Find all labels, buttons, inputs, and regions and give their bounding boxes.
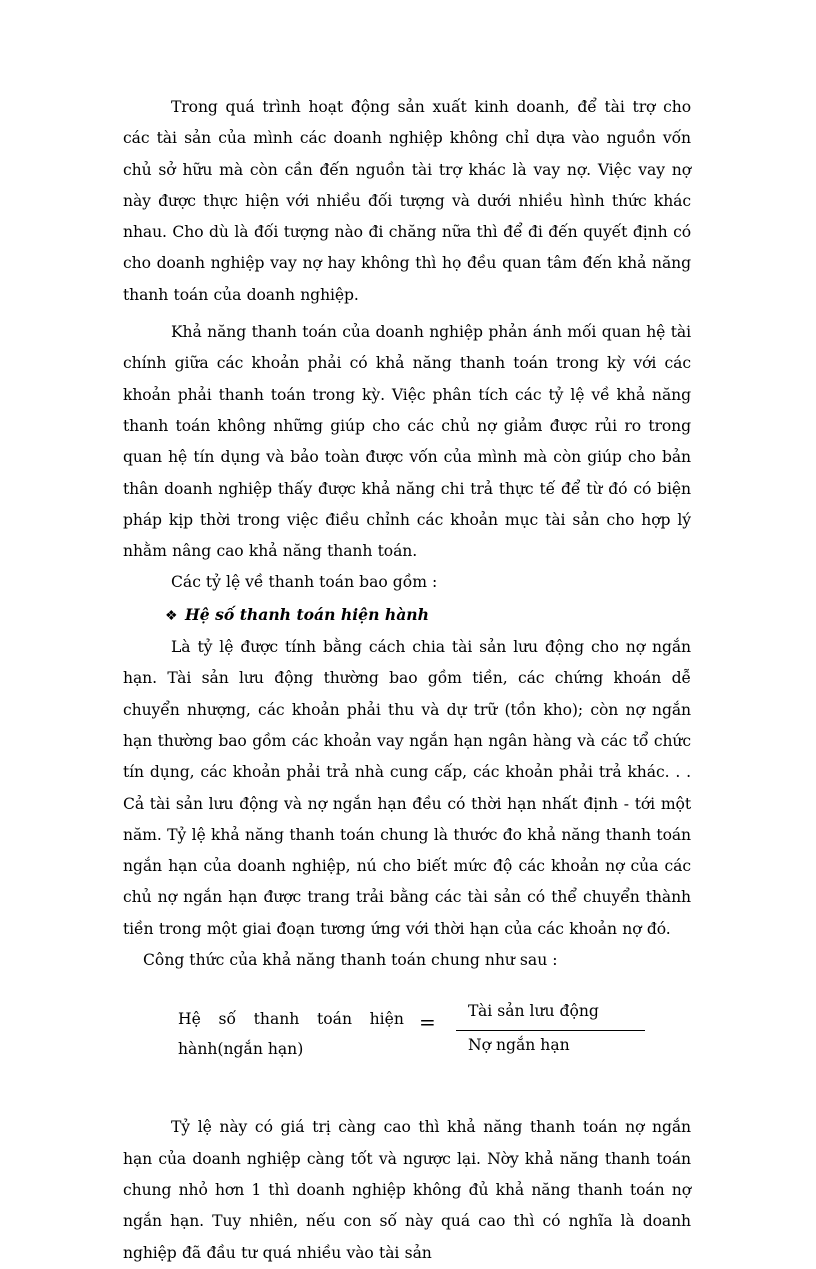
formula-word: số (218, 1010, 237, 1029)
formula-equals-sign: = (419, 1010, 436, 1035)
formula-word: Hệ (178, 1010, 201, 1029)
fraction-bar (456, 1030, 645, 1031)
formula-denominator: Nợ ngắn hạn (468, 1036, 570, 1055)
formula-left-line-2: hành(ngắn hạn) (178, 1040, 304, 1059)
formula-word: toán (317, 1010, 352, 1029)
formula-left-line-1 (178, 1004, 404, 1034)
formula-word: thanh (253, 1010, 300, 1029)
section-heading-text: Hệ số thanh toán hiện hành (185, 604, 429, 624)
formula-numerator: Tài sản lưu động (468, 1002, 599, 1021)
formula-word: hiện (369, 1010, 404, 1029)
paragraph-current-ratio: Là tỷ lệ được tính bằng cách chia tài sản lưu động cho nợ ngắn hạn. Tài sản lưu động thường bao gồm tiền, các chứng khoán dễ chuyển nhượng, các khoản phải thu và dự trữ (tồn kho); còn nợ ngắn hạn thường bao gồm các khoản vay ngắn hạn ngân hàng và các tổ chức tín dụng, các khoản phải trả nhà cung cấp, các khoản phải trả khác. . . Cả tài sản lưu động và nợ ngắn hạn đều có thời hạn nhất định - tới một năm. Tỷ lệ khả năng thanh toán chung là thước đo khả năng thanh toán ngắn hạn của doanh nghiệp, nú cho biết mức độ các khoản nợ của các chủ nợ ngắn hạn được trang trải bằng các tài sản có thể chuyển thành tiền trong một giai đoạn tương ứng với thời hạn của các khoản nợ đó. (123, 638, 691, 938)
section-heading (123, 599, 691, 632)
document-body (123, 92, 691, 1269)
formula-left-side (178, 1004, 404, 1064)
paragraph-intro: Trong quá trình hoạt động sản xuất kinh doanh, để tài trợ cho các tài sản của mình các doanh nghiệp không chỉ dựa vào nguồn vốn chủ sở hữu mà còn cần đến nguồn tài trợ khác là vay nợ. Việc vay nợ này được thực hiện với nhiều đối tượng và dưới nhiều hình thức khác nhau. Cho dù là đối tượng nào đi chăng nữa thì để đi đến quyết định có cho doanh nghiệp vay nợ hay không thì họ đều quan tâm đến khả năng thanh toán của doanh nghiệp. (123, 98, 691, 304)
paragraph-formula-intro: Công thức của khả năng thanh toán chung như sau : (143, 951, 558, 970)
formula-fraction (456, 1002, 645, 1054)
formula (123, 990, 691, 1090)
paragraph-ratio-list-intro: Các tỷ lệ về thanh toán bao gồm : (171, 573, 438, 592)
paragraph-liquidity: Khả năng thanh toán của doanh nghiệp phản ánh mối quan hệ tài chính giữa các khoản phải có khả năng thanh toán trong kỳ với các khoản phải thanh toán trong kỳ. Việc phân tích các tỷ lệ về khả năng thanh toán không những giúp cho các chủ nợ giảm được rủi ro trong quan hệ tín dụng và bảo toàn được vốn của mình mà còn giúp cho bản thân doanh nghiệp thấy được khả năng chi trả thực tế để từ đó có biện pháp kịp thời trong việc điều chỉnh các khoản mục tài sản cho hợp lý nhằm nâng cao khả năng thanh toán. (123, 323, 691, 561)
paragraph-interpretation: Tỷ lệ này có giá trị càng cao thì khả năng thanh toán nợ ngắn hạn của doanh nghiệp càng tốt và ngược lại. Nờy khả năng thanh toán chung nhỏ hơn 1 thì doanh nghiệp không đủ khả năng thanh toán nợ ngắn hạn. Tuy nhiên, nếu con số này quá cao thì có nghĩa là doanh nghiệp đã đầu tư quá nhiều vào tài sản (123, 1118, 691, 1262)
diamond-bullet-icon: ❖ (165, 607, 178, 624)
